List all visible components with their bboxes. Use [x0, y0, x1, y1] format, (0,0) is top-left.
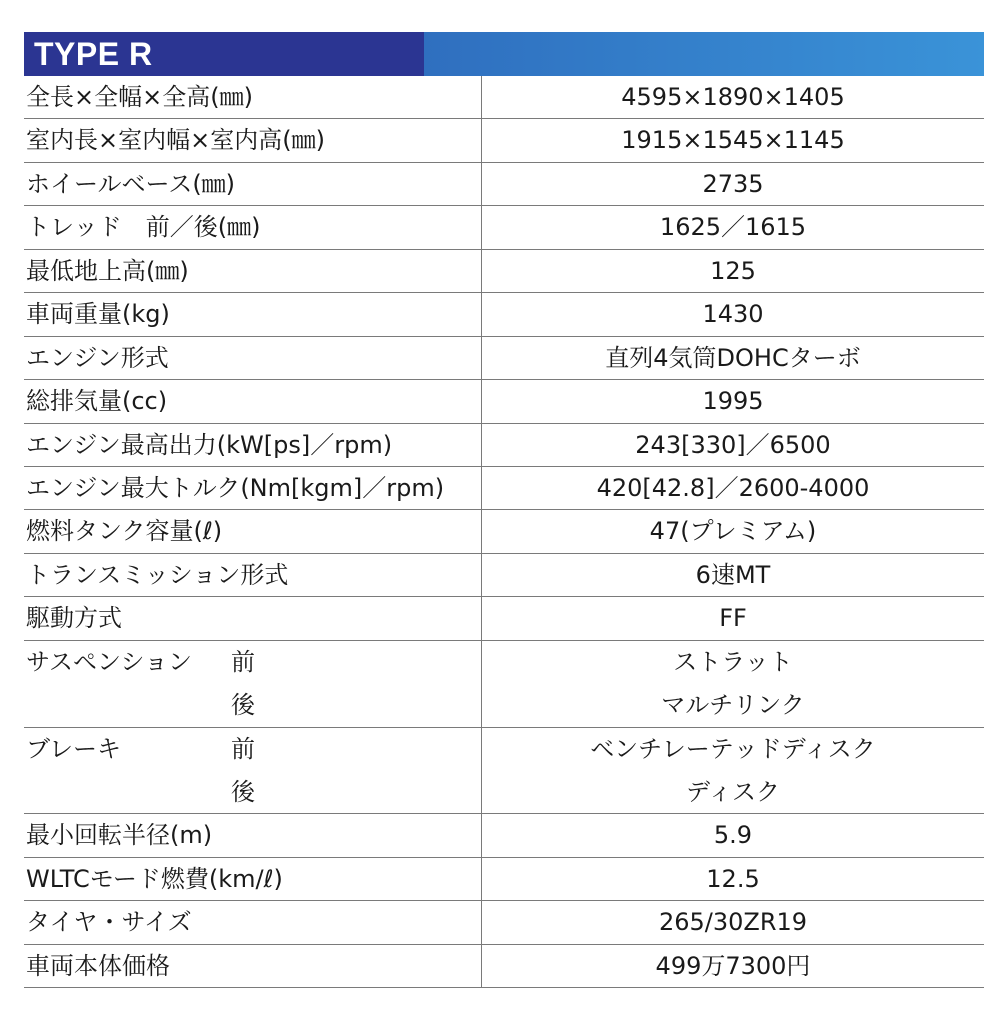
row-value: 12.5 — [706, 864, 760, 893]
row-label: エンジン形式 — [24, 337, 482, 379]
row-label: 車両本体価格 — [24, 945, 482, 987]
header-title: TYPE R — [24, 32, 424, 76]
spec-row-transmission — [24, 554, 984, 597]
row-label: 室内長×室内幅×室内高(㎜) — [24, 119, 482, 161]
row-label-sub: 前 — [231, 734, 255, 763]
row-label-sub: 後 — [231, 778, 255, 806]
row-value: 47(プレミアム) — [649, 517, 817, 546]
row-label — [24, 641, 482, 684]
spec-row-price — [24, 945, 984, 988]
row-value: 1625／1615 — [659, 213, 807, 242]
row-value: 1915×1545×1145 — [621, 126, 845, 155]
row-value: 420[42.8]／2600-4000 — [596, 473, 870, 502]
spec-row-brake-front — [24, 728, 984, 771]
spec-row-wheelbase — [24, 163, 984, 206]
row-label: ホイールベース(㎜) — [24, 163, 482, 205]
spec-row-tread — [24, 206, 984, 249]
row-label: 車両重量(kg) — [24, 293, 482, 335]
spec-row-interior — [24, 119, 984, 162]
spec-row-max-torque — [24, 467, 984, 510]
row-label: 最小回転半径(m) — [24, 814, 482, 856]
row-label: エンジン最高出力(kW[ps]／rpm) — [24, 424, 482, 466]
spec-row-suspension-front — [24, 641, 984, 684]
row-value: FF — [719, 604, 747, 633]
row-value: 1430 — [702, 300, 764, 329]
spec-row-brake-rear — [24, 771, 984, 814]
row-value: マルチリンク — [661, 691, 805, 720]
table-header — [24, 32, 984, 76]
row-label: 燃料タンク容量(ℓ) — [24, 510, 482, 552]
row-label — [24, 684, 482, 726]
row-value: ベンチレーテッドディスク — [590, 734, 876, 763]
row-value: 499万7300円 — [655, 951, 811, 980]
row-value: 6速MT — [695, 560, 771, 589]
row-value: 1995 — [702, 387, 764, 416]
row-label: トランスミッション形式 — [24, 554, 482, 596]
row-value: 265/30ZR19 — [658, 908, 808, 937]
spec-row-weight — [24, 293, 984, 336]
row-label: 全長×全幅×全高(㎜) — [24, 76, 482, 118]
spec-row-engine-type — [24, 337, 984, 380]
spec-row-ground-clearance — [24, 250, 984, 293]
row-label-main: サスペンション — [26, 647, 192, 676]
spec-row-fuel-economy — [24, 858, 984, 901]
header-band — [424, 32, 984, 76]
row-label: 総排気量(cc) — [24, 380, 482, 422]
row-label: トレッド 前／後(㎜) — [24, 206, 482, 248]
row-value: 243[330]／6500 — [635, 430, 831, 459]
row-label-sub: 前 — [231, 647, 255, 676]
spec-row-suspension-rear — [24, 684, 984, 727]
row-label-sub: 後 — [231, 691, 255, 720]
row-label — [24, 771, 482, 813]
row-value: ディスク — [685, 778, 781, 806]
row-value: 2735 — [702, 169, 764, 198]
row-label — [24, 728, 482, 771]
row-value: ストラット — [673, 647, 793, 676]
row-value: 直列4気筒DOHCターボ — [605, 343, 861, 372]
spec-table — [24, 32, 984, 988]
spec-row-tire-size — [24, 901, 984, 944]
row-value: 5.9 — [713, 821, 753, 850]
row-label: タイヤ・サイズ — [24, 901, 482, 943]
row-label: 駆動方式 — [24, 597, 482, 639]
spec-row-displacement — [24, 380, 984, 423]
row-label: エンジン最大トルク(Nm[kgm]／rpm) — [24, 467, 482, 509]
row-label: WLTCモード燃費(km/ℓ) — [24, 858, 482, 900]
spec-row-turning-radius — [24, 814, 984, 857]
spec-row-max-power — [24, 424, 984, 467]
row-label-main: ブレーキ — [26, 734, 122, 763]
row-label: 最低地上高(㎜) — [24, 250, 482, 292]
row-value: 125 — [710, 256, 756, 285]
spec-row-fuel-tank — [24, 510, 984, 553]
row-value: 4595×1890×1405 — [621, 83, 845, 111]
spec-row-drive — [24, 597, 984, 640]
spec-row-dimensions — [24, 76, 984, 119]
